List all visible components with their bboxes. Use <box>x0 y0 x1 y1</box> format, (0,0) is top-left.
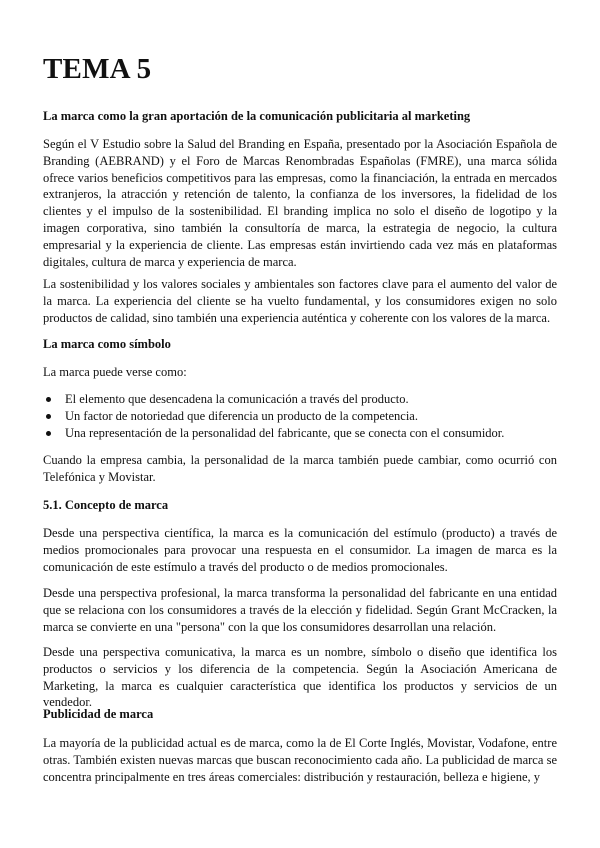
bullet-list <box>43 391 557 441</box>
page-title: TEMA 5 <box>43 53 152 85</box>
heading-concepto-marca: 5.1. Concepto de marca <box>43 498 169 512</box>
paragraph-sustainability: La sostenibilidad y los valores sociales y ambientales son factores clave para el aumento del valor de la marca. La experiencia del cliente se ha vuelto fundamental, y los consumidores exigen no solo productos de calidad, sino también una experiencia auténtica y coherente con los valores de la marca. <box>43 277 557 325</box>
bullet-icon <box>46 397 51 402</box>
paragraph-branding-study: Según el V Estudio sobre la Salud del Branding en España, presentado por la Asociación Española de Branding (AEBRAND) y el Foro de Marcas Renombradas Españolas (FMRE), una marca sólida ofrece varios beneficios competitivos para las empresas, como la financiación, la entrada en mercados extranjeros, la atracción y retención de talento, la confianza de los inversores, la fidelidad de los clientes y el impulso de la sostenibilidad. El branding implica no solo el diseño de logotipo y la imagen corporativa, sino también la consultoría de marca, la estrategia de negocio, la cultura empresarial y la experiencia de cliente. Las empresas están invirtiendo cada vez más en plataformas digitales, cultura de marca y experiencia de marca. <box>43 137 557 269</box>
paragraph-publicidad: La mayoría de la publicidad actual es de marca, como la de El Corte Inglés, Movistar, Vodafone, entre otras. También existen nuevas marcas que buscan reconocimiento cada año. La publicidad de marca se concentra principalmente en tres áreas comerciales: distribución y restauración, belleza e higiene, y <box>43 736 557 784</box>
heading-publicidad-marca: Publicidad de marca <box>43 707 154 721</box>
heading-marca-simbolo: La marca como símbolo <box>43 337 171 351</box>
bullet-icon <box>46 431 51 436</box>
paragraph-perspectiva-profesional: Desde una perspectiva profesional, la marca transforma la personalidad del fabricante en una entidad que se relaciona con los consumidores a través de la elección y fidelidad. Según Grant McCracken, la marca se convierte en una "persona" con la que los consumidores desarrollan una relación. <box>43 586 557 634</box>
list-item: El elemento que desencadena la comunicación a través del producto. <box>43 391 557 408</box>
list-item: Una representación de la personalidad del fabricante, que se conecta con el consumidor. <box>43 425 557 442</box>
paragraph-perspectiva-comunicativa: Desde una perspectiva comunicativa, la marca es un nombre, símbolo o diseño que identifica los productos o servicios y los diferencia de la competencia. Según la Asociación Americana de Marketing, la marca es cualquier característica que identifica los productos y servicios de un vendedor. <box>43 645 557 710</box>
list-item: Un factor de notoriedad que diferencia un producto de la competencia. <box>43 408 557 425</box>
section-heading: La marca como la gran aportación de la comunicación publicitaria al marketing <box>43 109 471 123</box>
paragraph-empresa-cambia: Cuando la empresa cambia, la personalidad de la marca también puede cambiar, como ocurrió con Telefónica y Movistar. <box>43 453 557 484</box>
paragraph-perspectiva-cientifica: Desde una perspectiva científica, la marca es la comunicación del estímulo (producto) a través de medios promocionales para provocar una respuesta en el consumidor. La imagen de marca es la comunicación de este estímulo a través del producto o de medios promocionales. <box>43 526 557 574</box>
paragraph-marca-puede: La marca puede verse como: <box>43 365 187 379</box>
bullet-icon <box>46 414 51 419</box>
